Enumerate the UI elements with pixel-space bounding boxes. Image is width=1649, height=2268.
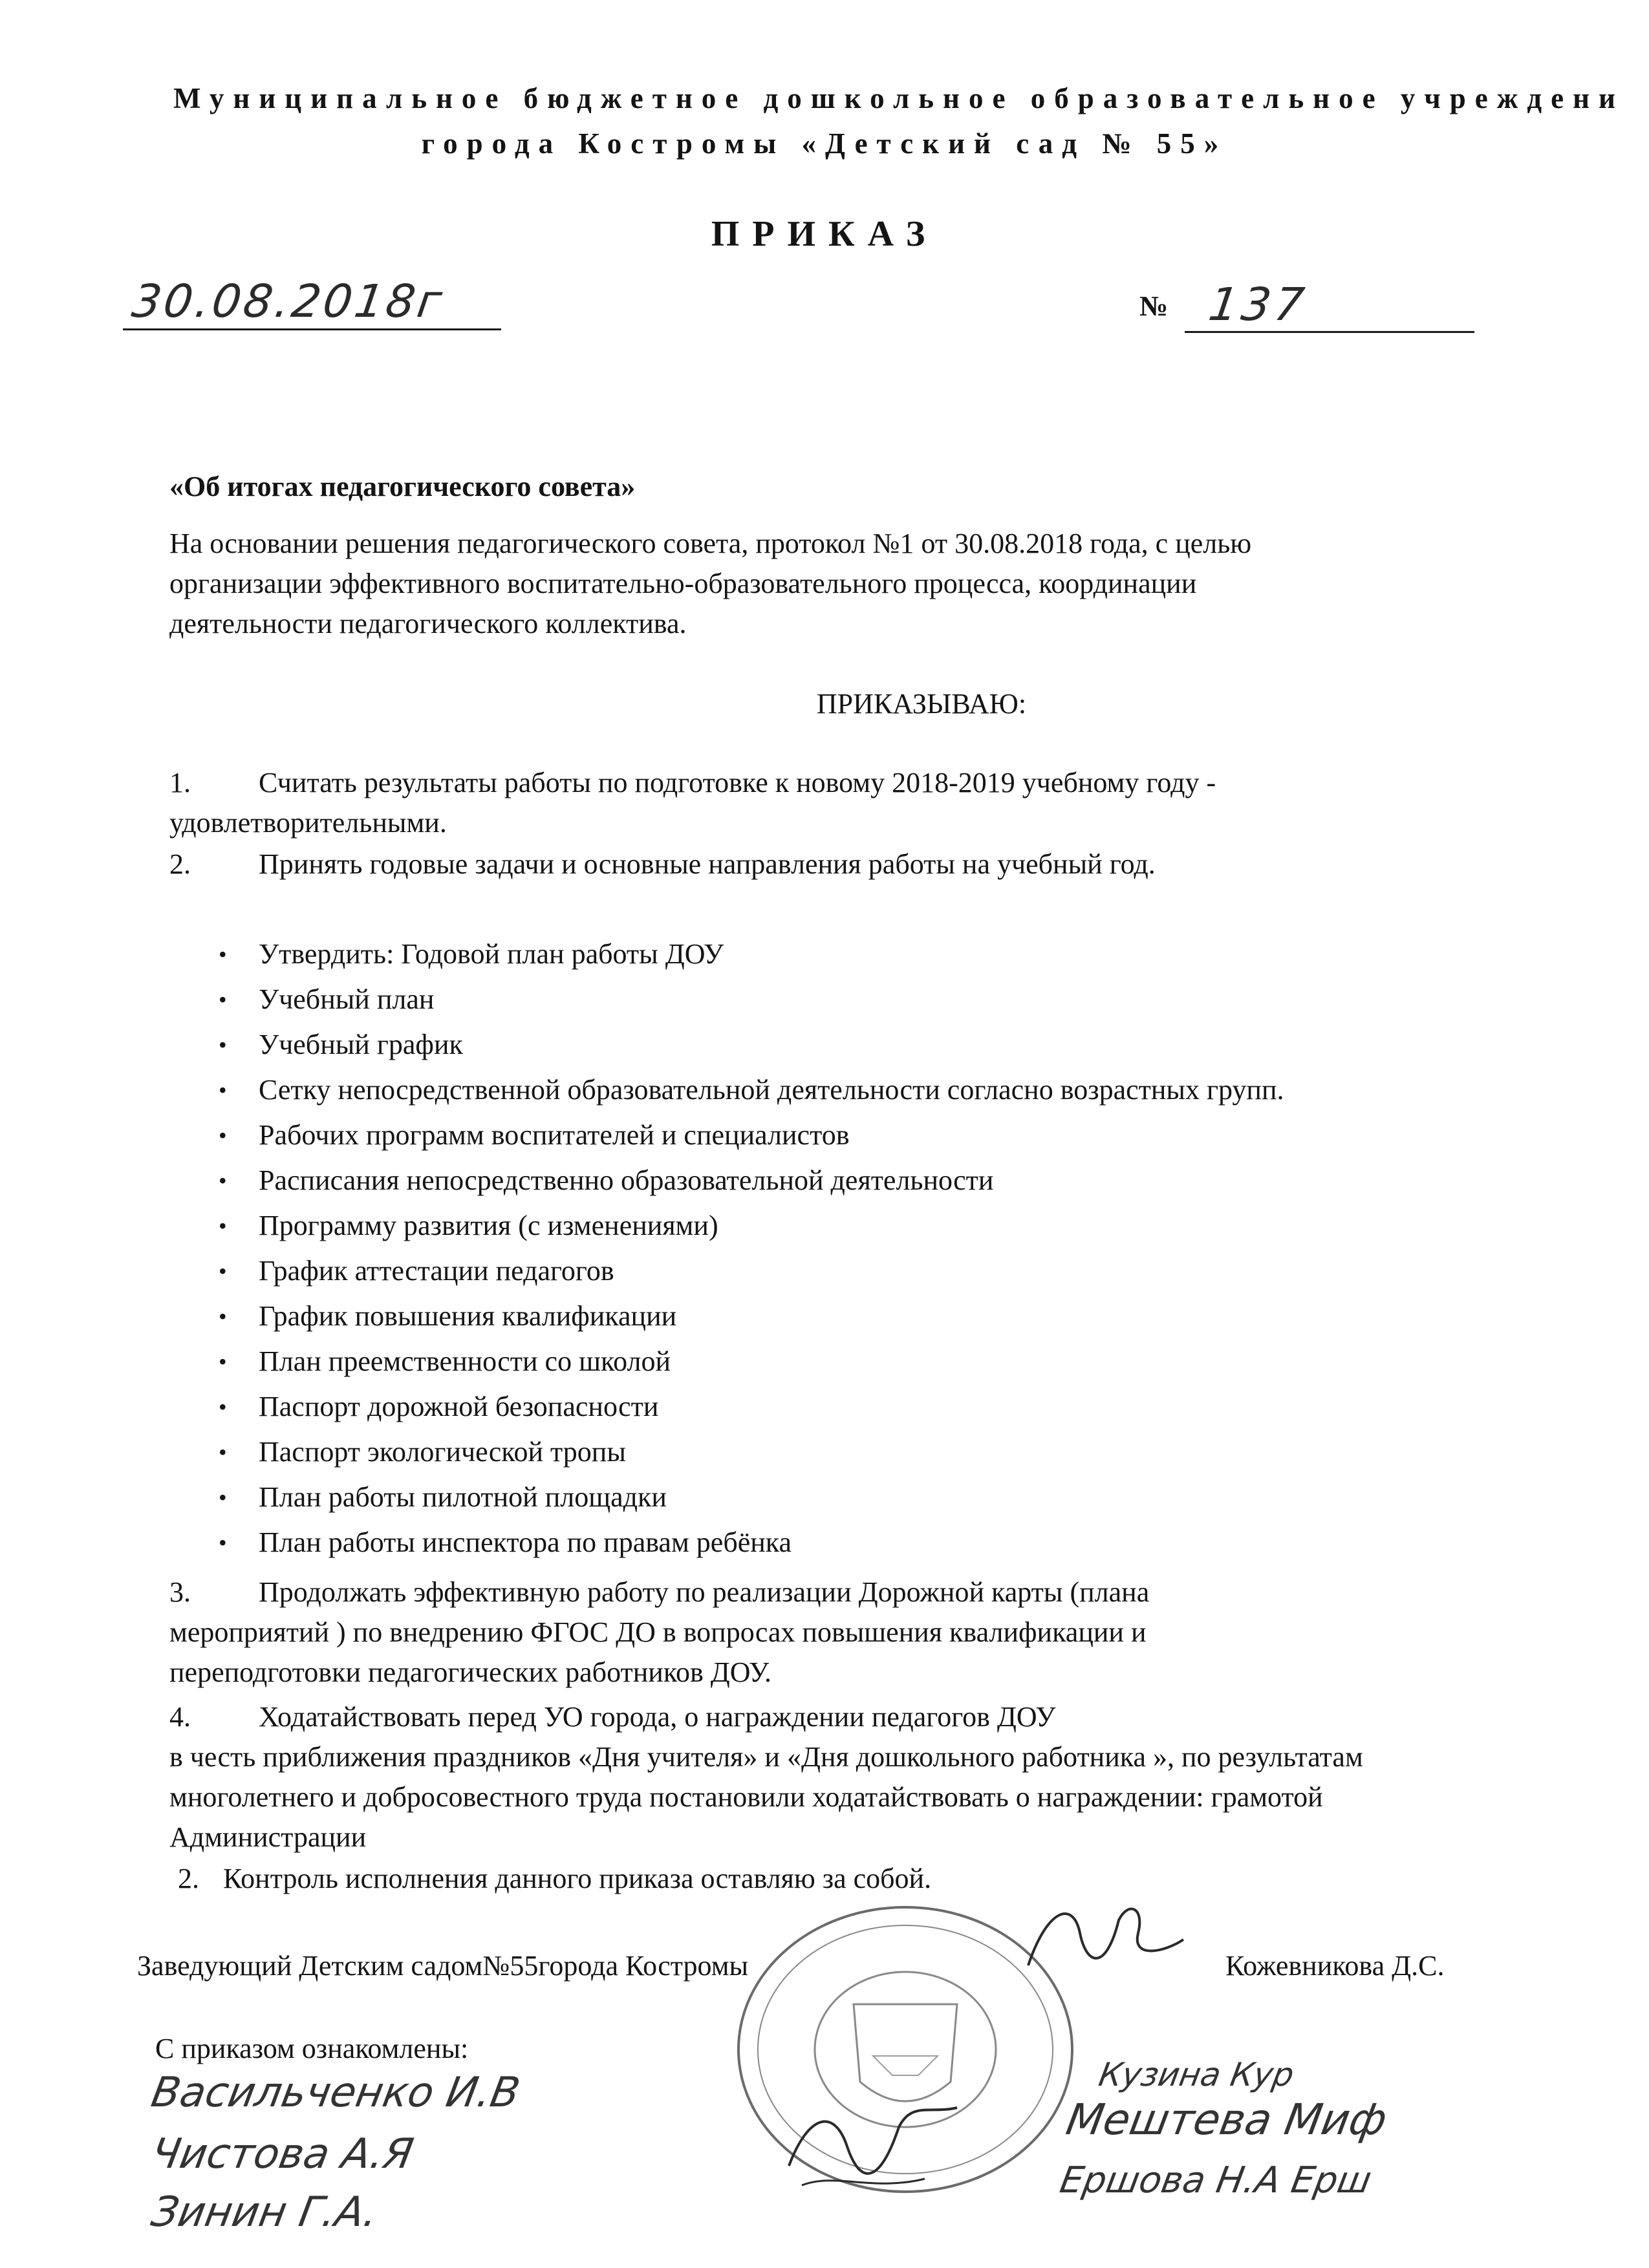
item-line: многолетнего и добросовестного труда постановили ходатайствовать о награждении: грамотой <box>169 1781 1323 1813</box>
basis-line: организации эффективного воспитательно-образовательного процесса, координации <box>169 568 1197 599</box>
bullet-icon: • <box>219 1349 227 1375</box>
order-item-1 <box>169 763 1527 843</box>
order-number: 137 <box>1205 278 1311 331</box>
institution-name-line-1: Муниципальное бюджетное дошкольное образовательное учреждени <box>173 82 1624 114</box>
bullet-icon: • <box>219 1394 227 1420</box>
acquaint-signature: Зинин Г.А. <box>147 2188 382 2236</box>
bullet-item: • Расписания непосредственно образовательной деятельности <box>259 1161 993 1201</box>
order-item-3 <box>169 1572 1527 1693</box>
bullet-icon: • <box>219 1258 227 1284</box>
item-line: переподготовки педагогических работников ДОУ. <box>169 1656 772 1688</box>
item-line: Считать результаты работы по подготовке к новому 2018-2019 учебному году - <box>259 767 1216 798</box>
acquaint-signature: Чистова А.Я <box>147 2130 417 2178</box>
bullet-icon: • <box>219 941 227 967</box>
bullet-item: • Учебный план <box>259 979 434 1020</box>
item-number: 1. <box>169 767 191 798</box>
order-number-label: № <box>1139 290 1169 322</box>
item-line: удовлетворительными. <box>169 807 447 839</box>
bullet-icon: • <box>219 1530 227 1556</box>
bullet-item: • График повышения квалификации <box>259 1296 676 1336</box>
director-signature <box>1022 1894 1190 1978</box>
item-line: Продолжать эффективную работу по реализации Дорожной карты (плана <box>259 1576 1150 1608</box>
item-line: Принять годовые задачи и основные направления работы на учебный год. <box>259 848 1156 880</box>
item-number: 3. <box>169 1576 191 1608</box>
bullet-item: • Учебный график <box>259 1025 463 1065</box>
bullet-icon: • <box>219 987 227 1012</box>
bullet-icon: • <box>219 1122 227 1148</box>
order-item-4 <box>169 1697 1605 1857</box>
bullet-item: • График аттестации педагогов <box>259 1251 614 1291</box>
bullet-icon: • <box>219 1213 227 1239</box>
basis-line: На основании решения педагогического совета, протокол №1 от 30.08.2018 года, с целью <box>169 528 1252 559</box>
bullet-icon: • <box>219 1077 227 1103</box>
acquaint-signature: Мештева Миф <box>1062 2095 1391 2145</box>
acquaint-signature: Кузина Кур <box>1095 2056 1297 2093</box>
acquainted-label: С приказом ознакомлены: <box>155 2033 469 2064</box>
bullet-item: • Утвердить: Годовой план работы ДОУ <box>259 934 724 974</box>
acquaint-signature: Васильченко И.В <box>147 2069 524 2117</box>
acquaint-signature: Ершова Н.А Ерш <box>1057 2159 1375 2201</box>
bullet-item: • Паспорт экологической тропы <box>259 1432 626 1472</box>
bullet-item: • Сетку непосредственной образовательной деятельности согласно возрастных групп. <box>259 1070 1284 1110</box>
bullet-item: • Паспорт дорожной безопасности <box>259 1387 658 1427</box>
order-item-control <box>178 1859 1471 1899</box>
signature-name: Кожевникова Д.С. <box>1225 1950 1445 1982</box>
order-date: 30.08.2018г <box>129 275 448 328</box>
order-word: ПРИКАЗЫВАЮ: <box>816 688 1027 720</box>
bullet-item: • План работы пилотной площадки <box>259 1477 667 1517</box>
bullet-item: • План работы инспектора по правам ребёнка <box>259 1523 792 1563</box>
item-number: 4. <box>169 1701 191 1733</box>
bullet-item: • Рабочих программ воспитателей и специалистов <box>259 1115 850 1155</box>
bullet-item: • План преемственности со школой <box>259 1342 671 1382</box>
item-line: мероприятий ) по внедрению ФГОС ДО в вопросах повышения квалификации и <box>169 1616 1147 1648</box>
bullet-icon: • <box>219 1439 227 1465</box>
item-number: 2. <box>169 848 191 880</box>
basis-line: деятельности педагогического коллектива. <box>169 608 687 639</box>
bullet-item: • Программу развития (с изменениями) <box>259 1206 718 1246</box>
order-item-2 <box>169 844 1527 884</box>
item-line: Контроль исполнения данного приказа оставляю за собой. <box>223 1863 932 1894</box>
item-line: Ходатайствовать перед УО города, о награждении педагогов ДОУ <box>259 1701 1056 1733</box>
document-title: ПРИКАЗ <box>711 214 938 254</box>
item-line: в честь приближения праздников «Дня учителя» и «Дня дошкольного работника », по результатам <box>169 1741 1363 1773</box>
order-subject: «Об итогах педагогического совета» <box>169 471 636 502</box>
bullet-icon: • <box>219 1168 227 1193</box>
institution-name-line-2: города Костромы «Детский сад № 55» <box>421 127 1228 160</box>
order-basis <box>169 524 1502 644</box>
item-number: 2. <box>178 1863 199 1894</box>
bullet-icon: • <box>219 1032 227 1058</box>
item-line: Администрации <box>169 1821 367 1853</box>
bullet-icon: • <box>219 1484 227 1510</box>
signature-scribble <box>776 2088 970 2198</box>
bullet-icon: • <box>219 1303 227 1329</box>
signature-position: Заведующий Детским садом№55города Костромы <box>137 1950 749 1982</box>
